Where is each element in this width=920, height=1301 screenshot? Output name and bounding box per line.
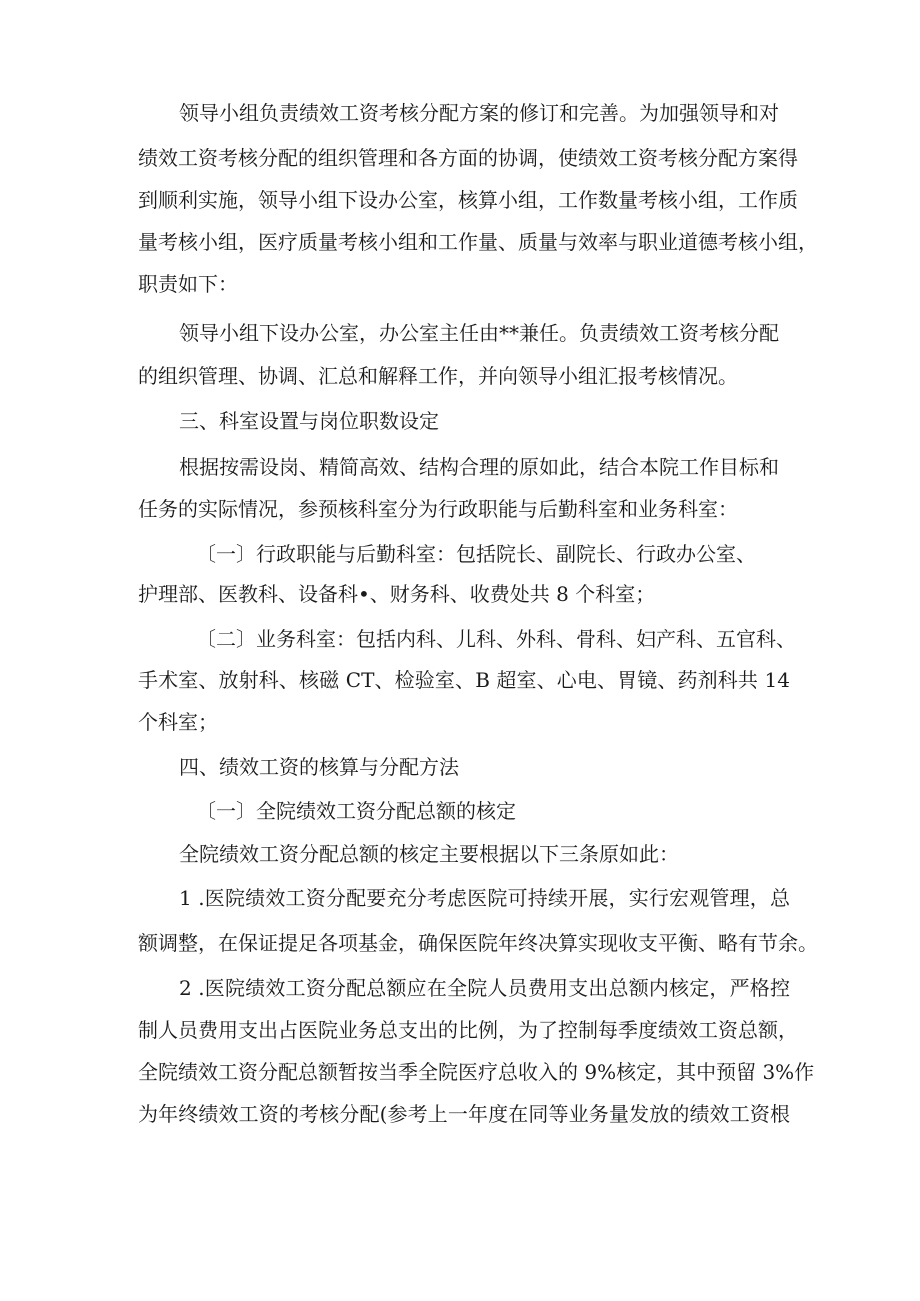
item-1-line-2: 护理部、医教科、设备科•、财务科、收费处共 8 个科室； xyxy=(138,582,656,606)
rule-1-line-2: 额调整，在保证提足各项基金，确保医院年终决算实现收支平衡、略有节余。 xyxy=(138,931,818,955)
item-2-line-2: 手术室、放射科、核磁 CT、检验室、B 超室、心电、胃镜、药剂科共 14 xyxy=(138,668,790,692)
paragraph-4-line-1: 全院绩效工资分配总额的核定主要根据以下三条原如此： xyxy=(179,842,679,866)
rule-2-line-1: 2 .医院绩效工资分配总额应在全院人员费用支出总额内核定，严格控 xyxy=(179,976,790,1000)
rule-2-line-4: 为年终绩效工资的考核分配(参考上一年度在同等业务量发放的绩效工资根 xyxy=(138,1102,790,1126)
paragraph-1-line-2: 绩效工资考核分配的组织管理和各方面的协调，使绩效工资考核分配方案得 xyxy=(138,146,798,170)
item-2-line-1: 〔二〕业务科室：包括内科、儿科、外科、骨科、妇产科、五官科、 xyxy=(196,627,796,651)
item-2-line-3: 个科室； xyxy=(138,710,218,734)
paragraph-2-line-2: 的组织管理、协调、汇总和解释工作，并向领导小组汇报考核情况。 xyxy=(138,364,738,388)
paragraph-1-line-4: 量考核小组，医疗质量考核小组和工作量、质量与效率与职业道德考核小组， xyxy=(138,230,818,254)
rule-2-line-2: 制人员费用支出占医院业务总支出的比例，为了控制每季度绩效工资总额， xyxy=(138,1018,798,1042)
paragraph-1-line-5: 职责如下： xyxy=(138,272,238,296)
paragraph-1-line-1: 领导小组负责绩效工资考核分配方案的修订和完善。为加强领导和对 xyxy=(179,101,779,125)
paragraph-1-line-3: 到顺利实施，领导小组下设办公室，核算小组，工作数量考核小组，工作质 xyxy=(138,188,798,212)
paragraph-3-line-1: 根据按需设岗、精简高效、结构合理的原如此，结合本院工作目标和 xyxy=(179,455,779,479)
section-heading-4: 四、绩效工资的核算与分配方法 xyxy=(179,755,459,779)
paragraph-2-line-1: 领导小组下设办公室，办公室主任由**兼任。负责绩效工资考核分配 xyxy=(179,321,779,345)
rule-2-line-3: 全院绩效工资分配总额暂按当季全院医疗总收入的 9%核定，其中预留 3%作 xyxy=(138,1060,815,1084)
section-heading-3: 三、科室设置与岗位职数设定 xyxy=(179,409,439,433)
rule-1-line-1: 1 .医院绩效工资分配要充分考虑医院可持续开展，实行宏观管理，总 xyxy=(179,886,790,910)
subsection-heading-1: 〔一〕全院绩效工资分配总额的核定 xyxy=(196,799,516,823)
item-1-line-1: 〔一〕行政职能与后勤科室：包括院长、副院长、行政办公室、 xyxy=(196,542,756,566)
paragraph-3-line-2: 任务的实际情况，参预核科室分为行政职能与后勤科室和业务科室： xyxy=(138,497,738,521)
